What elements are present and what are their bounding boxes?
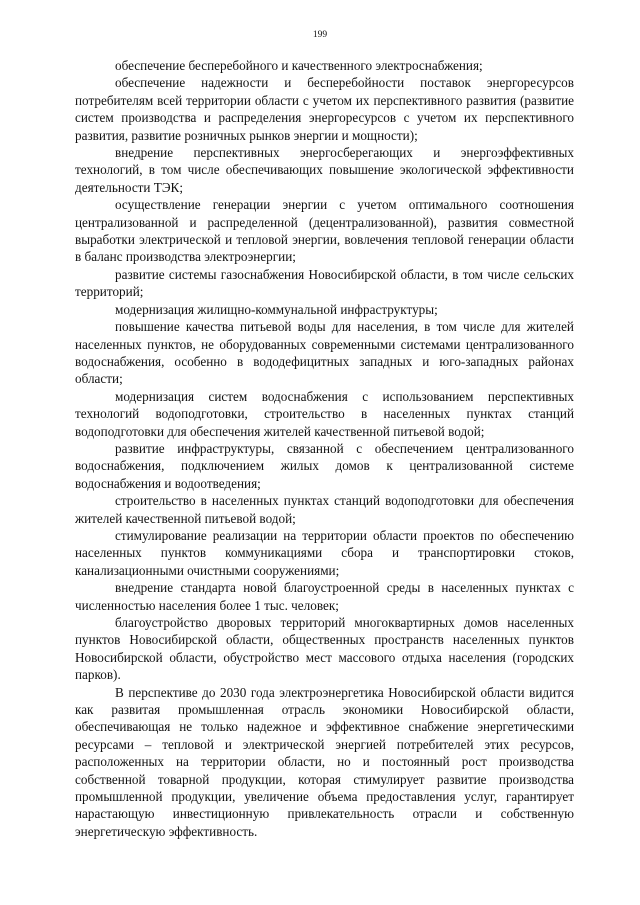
page-number: 199 — [312, 30, 328, 40]
paragraph: обеспечение надежности и бесперебойности поставок энергоресурсов потребителям всей территории области с учетом их перспективного развития (развитие систем производства и распределения энергоресурсов с учетом их перспективного развития, развитие розничных рынков энергии и мощности); — [75, 75, 574, 143]
paragraph: повышение качества питьевой воды для населения, в том числе для жителей населенных пунктов, не оборудованных современными системами централизованного водоснабжения, особенно в вододефицитных западных и юго-западных районах области; — [75, 319, 574, 387]
paragraph: стимулирование реализации на территории области проектов по обеспечению населенных пунктов коммуникациями сбора и транспортировки стоков, канализационными очистными сооружениями; — [75, 527, 574, 578]
paragraph: развитие инфраструктуры, связанной с обеспечением централизованного водоснабжения, подключением жилых домов к централизованной системе водоснабжения и водоотведения; — [75, 440, 574, 491]
paragraph: внедрение стандарта новой благоустроенной среды в населенных пунктах с численностью населения более 1 тыс. человек; — [75, 580, 574, 613]
paragraph: благоустройство дворовых территорий многоквартирных домов населенных пунктов Новосибирской области, общественных пространств населенных пунктов Новосибирской области, обустройство мест массового отдыха населения (городских парков). — [75, 615, 574, 683]
paragraph: строительство в населенных пунктах станций водоподготовки для обеспечения жителей качественной питьевой водой; — [75, 493, 574, 526]
page-body — [75, 57, 574, 840]
paragraph: модернизация систем водоснабжения с использованием перспективных технологий водоподготовки, строительство в населенных пунктах станций водоподготовки для обеспечения жителей качественной питьевой водой; — [75, 388, 574, 439]
paragraph: В перспективе до 2030 года электроэнергетика Новосибирской области видится как развитая промышленная отрасль экономики Новосибирской области, обеспечивающая не только надежное и эффективное снабжение энергетическими ресурсами – тепловой и электрической энергией потребителей этих ресурсов, расположенных на территории области, но и постоянный рост производства собственной товарной продукции, которая стимулирует развитие производства промышленной продукции, увеличение объема предоставления услуг, гарантирует нарастающую инвестиционную привлекательность отрасли и собственную энергетическую эффективность. — [75, 684, 574, 839]
paragraph: внедрение перспективных энергосберегающих и энергоэффективных технологий, в том числе обеспечивающих повышение экологической эффективности деятельности ТЭК; — [75, 145, 574, 195]
paragraph: модернизация жилищно-коммунальной инфраструктуры; — [115, 301, 438, 317]
paragraph: осуществление генерации энергии с учетом оптимального соотношения централизованной и распределенной (децентрализованной), развития совместной выработки электрической и тепловой энергии, вовлечения тепловой генерации области в баланс производства электроэнергии; — [75, 197, 574, 265]
paragraph: развитие системы газоснабжения Новосибирской области, в том числе сельских территорий; — [75, 266, 574, 300]
paragraph: обеспечение бесперебойного и качественного электроснабжения; — [115, 58, 483, 73]
